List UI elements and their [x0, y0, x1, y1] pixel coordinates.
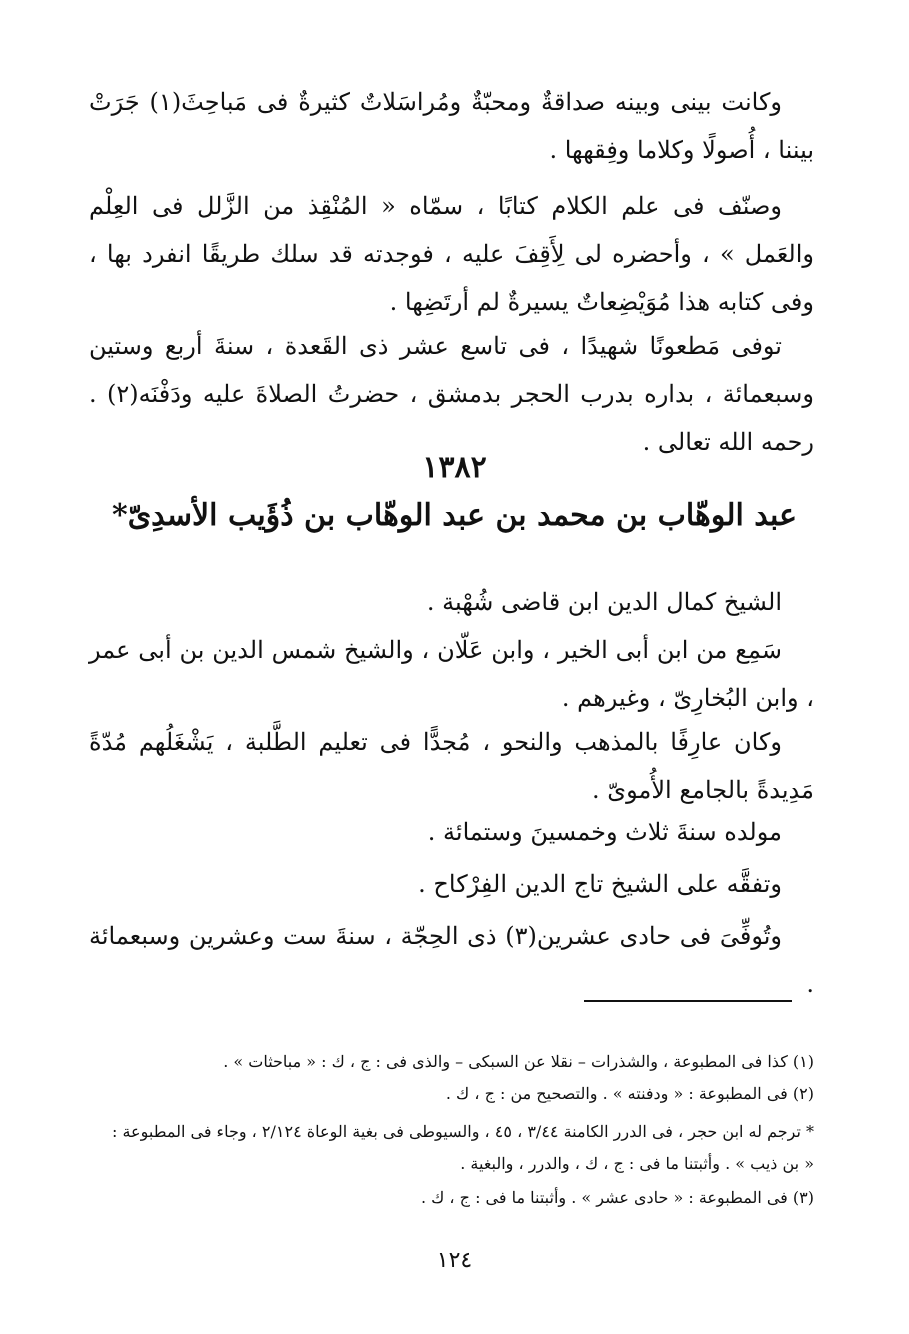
footnote-divider [584, 1000, 792, 1002]
footnote-2: (٢) فى المطبوعة : « ودفنته » . والتصحيح من : ج ، ك . [445, 1084, 814, 1103]
entry-paragraph-4: مولده سنةَ ثلاث وخمسينَ وستمائة . [427, 818, 782, 846]
entry-number: ١٣٨٢ [422, 450, 487, 485]
entry-paragraph-5: وتفقَّه على الشيخ تاج الدين الفِرْكاح . [418, 870, 782, 898]
entry-paragraph-1: الشيخ كمال الدين ابن قاضى شُهْبة . [426, 588, 782, 616]
entry-paragraph-2: سَمِع من ابن أبى الخير ، وابن عَلّان ، والشيخ شمس الدين بن أبى عمر ، وابن البُخارِىّ ، وغيرهم . [89, 636, 814, 712]
footnote-3: (٣) فى المطبوعة : « حادى عشر » . وأثبتنا ما فى : ج ، ك . [420, 1188, 814, 1207]
entry-paragraph-6: وتُوفِّىَ فى حادى عشرين(٣) ذى الحِجّة ، سنةَ ست وعشرين وسبعمائة . [89, 922, 814, 998]
paragraph-1: وكانت بينى وبينه صداقةٌ ومحبّةٌ ومُراسَلاتٌ كثيرةٌ فى مَباحِثَ(١) جَرَتْ بيننا ، أُصولًا وكلاما وفِقهها . [89, 88, 814, 164]
page-number: ١٢٤ [436, 1248, 473, 1273]
footnote-star: * ترجم له ابن حجر ، فى الدرر الكامنة ٣/٤٤ ، ٤٥ ، والسيوطى فى بغية الوعاة ٢/١٢٤ ، وجاء فى المطبوعة : [112, 1122, 814, 1141]
paragraph-3: توفى مَطعونًا شهيدًا ، فى تاسع عشر ذى القَعدة ، سنةَ أربع وستين وسبعمائة ، بداره بدرب الحجر بدمشق ، حضرتُ الصلاةَ عليه ودَفْنَه(٢) . رحمه الله تعالى . [89, 332, 815, 456]
footnote-star-cont: « بن ذيب » . وأثبتنا ما فى : ج ، ك ، والدرر ، والبغية . [460, 1154, 814, 1173]
entry-title: عبد الوهّاب بن محمد بن عبد الوهّاب بن ذُؤَيب الأسدِىّ* [112, 498, 797, 533]
entry-paragraph-3: وكان عارِفًا بالمذهب والنحو ، مُجدًّا فى تعليم الطَّلبة ، يَشْغَلُهم مُدّةً مَدِيدةً بالجامع الأُموىّ . [89, 728, 814, 804]
paragraph-2: وصنّف فى علم الكلام كتابًا ، سمّاه « المُنْقِذ من الزَّلل فى العِلْم والعَمل » ، وأحضره لى لِأَقِفَ عليه ، فوجدته قد سلك طريقًا انفرد بها ، وفى كتابه هذا مُوَيْضِعاتٌ يسيرةٌ لم أرتَضِها . [89, 192, 814, 316]
footnote-1: (١) كذا فى المطبوعة ، والشذرات – نقلا عن السبكى – والذى فى : ج ، ك : « مباحثات » . [223, 1052, 814, 1071]
